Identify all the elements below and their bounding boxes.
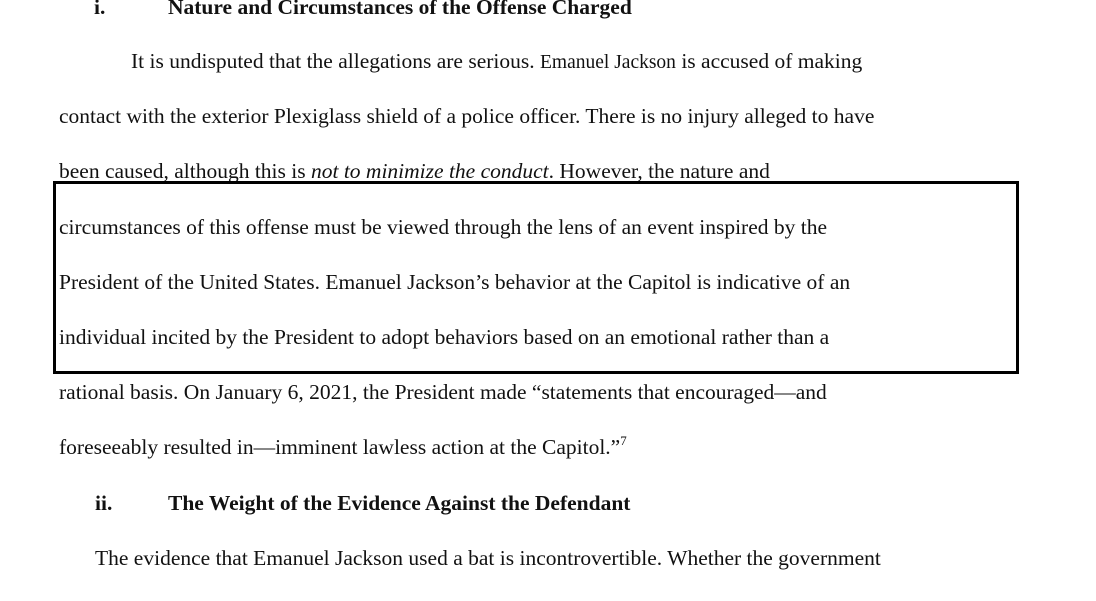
text-span: is accused of making [675,49,863,73]
text-line: individual incited by the President to adopt behaviors based on an emotional rather than a [59,325,830,349]
section-title: Nature and Circumstances of the Offense Charged [168,0,632,19]
highlight-box [53,181,1019,374]
text-line [59,434,627,460]
text-line [131,48,862,76]
text-span: It is undisputed that the allegations are serious. [131,49,541,73]
text-span: foreseeably resulted in—imminent lawless action at the Capitol.” [59,435,621,459]
section-numeral: ii. [95,491,113,515]
text-line: contact with the exterior Plexiglass shield of a police officer. There is no injury alleged to have [59,104,875,128]
text-span: been caused, although this is [59,159,311,183]
footnote-marker: 7 [620,433,627,448]
text-line: rational basis. On January 6, 2021, the President made “statements that encouraged—and [59,380,827,404]
text-line: circumstances of this offense must be viewed through the lens of an event inspired by the [59,215,828,239]
section-title: The Weight of the Evidence Against the Defendant [168,491,631,515]
section-numeral: i. [94,0,106,19]
text-span: . However, the nature and [548,159,770,183]
defendant-name: Emanuel Jackson [540,52,676,73]
text-line: President of the United States. Emanuel Jackson’s behavior at the Capitol is indicative of an [59,270,851,294]
italic-text: not to minimize the conduct [310,159,549,183]
text-line: The evidence that Emanuel Jackson used a bat is incontrovertible. Whether the government [95,546,881,570]
